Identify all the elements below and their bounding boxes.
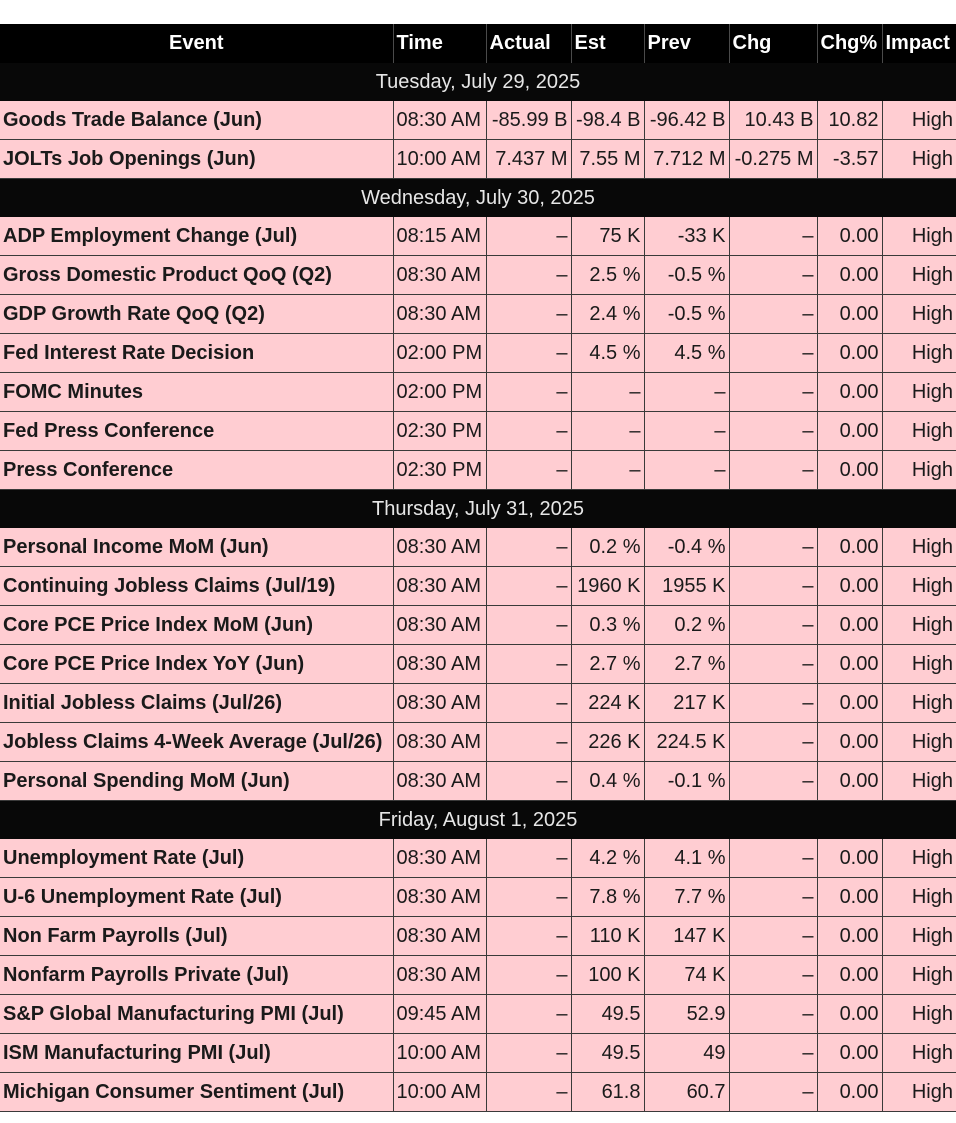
actual-value-cell: – — [486, 956, 571, 995]
change-percent-cell: 0.00 — [817, 762, 882, 801]
table-row[interactable] — [0, 645, 956, 684]
event-name-cell: Press Conference — [0, 451, 393, 490]
actual-value-cell: – — [486, 684, 571, 723]
actual-value-cell: – — [486, 839, 571, 878]
change-value-cell: – — [729, 295, 817, 334]
table-row[interactable] — [0, 217, 956, 256]
estimate-value-cell: 49.5 — [571, 1034, 644, 1073]
change-value-cell: – — [729, 334, 817, 373]
change-value-cell: – — [729, 839, 817, 878]
impact-level-cell: High — [882, 567, 956, 606]
actual-value-cell: – — [486, 995, 571, 1034]
event-time-cell: 08:30 AM — [393, 723, 486, 762]
event-time-cell: 10:00 AM — [393, 140, 486, 179]
actual-value-cell: – — [486, 334, 571, 373]
date-heading: Tuesday, July 29, 2025 — [0, 63, 956, 102]
column-header-chg[interactable]: Chg — [729, 24, 817, 63]
estimate-value-cell: 0.3 % — [571, 606, 644, 645]
previous-value-cell: -0.4 % — [644, 528, 729, 567]
event-name-cell: Fed Interest Rate Decision — [0, 334, 393, 373]
impact-level-cell: High — [882, 839, 956, 878]
event-time-cell: 08:30 AM — [393, 956, 486, 995]
event-time-cell: 08:30 AM — [393, 839, 486, 878]
estimate-value-cell: 2.4 % — [571, 295, 644, 334]
estimate-value-cell: 75 K — [571, 217, 644, 256]
change-value-cell: – — [729, 528, 817, 567]
change-value-cell: – — [729, 684, 817, 723]
event-name-cell: Personal Spending MoM (Jun) — [0, 762, 393, 801]
event-name-cell: Core PCE Price Index YoY (Jun) — [0, 645, 393, 684]
impact-level-cell: High — [882, 684, 956, 723]
date-group-row — [0, 179, 956, 218]
table-row[interactable] — [0, 140, 956, 179]
change-value-cell: – — [729, 995, 817, 1034]
change-percent-cell: 0.00 — [817, 295, 882, 334]
impact-level-cell: High — [882, 1073, 956, 1112]
table-row[interactable] — [0, 995, 956, 1034]
table-row[interactable] — [0, 839, 956, 878]
table-row[interactable] — [0, 956, 956, 995]
change-value-cell: 10.43 B — [729, 101, 817, 140]
actual-value-cell: 7.437 M — [486, 140, 571, 179]
previous-value-cell: 49 — [644, 1034, 729, 1073]
event-name-cell: Continuing Jobless Claims (Jul/19) — [0, 567, 393, 606]
event-name-cell: Initial Jobless Claims (Jul/26) — [0, 684, 393, 723]
event-name-cell: Non Farm Payrolls (Jul) — [0, 917, 393, 956]
estimate-value-cell: 4.2 % — [571, 839, 644, 878]
change-value-cell: – — [729, 217, 817, 256]
table-body — [0, 63, 956, 1112]
estimate-value-cell: 1960 K — [571, 567, 644, 606]
change-percent-cell: 0.00 — [817, 1034, 882, 1073]
estimate-value-cell: – — [571, 412, 644, 451]
estimate-value-cell: 2.5 % — [571, 256, 644, 295]
table-row[interactable] — [0, 723, 956, 762]
table-row[interactable] — [0, 1034, 956, 1073]
previous-value-cell: 7.7 % — [644, 878, 729, 917]
change-value-cell: – — [729, 567, 817, 606]
previous-value-cell: -0.1 % — [644, 762, 729, 801]
event-time-cell: 08:30 AM — [393, 101, 486, 140]
event-time-cell: 10:00 AM — [393, 1073, 486, 1112]
previous-value-cell: 224.5 K — [644, 723, 729, 762]
table-row[interactable] — [0, 762, 956, 801]
date-group-row — [0, 490, 956, 529]
event-time-cell: 08:30 AM — [393, 645, 486, 684]
change-value-cell: – — [729, 606, 817, 645]
table-row[interactable] — [0, 567, 956, 606]
event-time-cell: 08:30 AM — [393, 762, 486, 801]
change-percent-cell: 0.00 — [817, 606, 882, 645]
actual-value-cell: – — [486, 217, 571, 256]
actual-value-cell: – — [486, 723, 571, 762]
change-value-cell: – — [729, 762, 817, 801]
estimate-value-cell: 0.4 % — [571, 762, 644, 801]
previous-value-cell: -33 K — [644, 217, 729, 256]
actual-value-cell: – — [486, 645, 571, 684]
table-row[interactable] — [0, 295, 956, 334]
actual-value-cell: – — [486, 528, 571, 567]
table-row[interactable] — [0, 334, 956, 373]
previous-value-cell: – — [644, 412, 729, 451]
table-row[interactable] — [0, 101, 956, 140]
previous-value-cell: 0.2 % — [644, 606, 729, 645]
column-header-chg-pct[interactable]: Chg% — [817, 24, 882, 63]
table-row[interactable] — [0, 917, 956, 956]
event-name-cell: Unemployment Rate (Jul) — [0, 839, 393, 878]
estimate-value-cell: 226 K — [571, 723, 644, 762]
change-percent-cell: 0.00 — [817, 917, 882, 956]
table-row[interactable] — [0, 1073, 956, 1112]
estimate-value-cell: 224 K — [571, 684, 644, 723]
previous-value-cell: 147 K — [644, 917, 729, 956]
event-name-cell: Gross Domestic Product QoQ (Q2) — [0, 256, 393, 295]
actual-value-cell: – — [486, 878, 571, 917]
change-percent-cell: 0.00 — [817, 995, 882, 1034]
actual-value-cell: – — [486, 567, 571, 606]
impact-level-cell: High — [882, 217, 956, 256]
event-time-cell: 08:30 AM — [393, 878, 486, 917]
event-name-cell: Personal Income MoM (Jun) — [0, 528, 393, 567]
date-heading: Wednesday, July 30, 2025 — [0, 179, 956, 218]
estimate-value-cell: – — [571, 451, 644, 490]
previous-value-cell: 74 K — [644, 956, 729, 995]
change-percent-cell: 0.00 — [817, 1073, 882, 1112]
event-name-cell: Goods Trade Balance (Jun) — [0, 101, 393, 140]
previous-value-cell: 60.7 — [644, 1073, 729, 1112]
column-header-prev[interactable]: Prev — [644, 24, 729, 63]
table-row[interactable] — [0, 684, 956, 723]
change-percent-cell: 0.00 — [817, 723, 882, 762]
event-name-cell: S&P Global Manufacturing PMI (Jul) — [0, 995, 393, 1034]
actual-value-cell: – — [486, 451, 571, 490]
previous-value-cell: -0.5 % — [644, 295, 729, 334]
event-name-cell: ADP Employment Change (Jul) — [0, 217, 393, 256]
impact-level-cell: High — [882, 995, 956, 1034]
actual-value-cell: – — [486, 606, 571, 645]
event-time-cell: 08:15 AM — [393, 217, 486, 256]
impact-level-cell: High — [882, 723, 956, 762]
event-name-cell: Michigan Consumer Sentiment (Jul) — [0, 1073, 393, 1112]
impact-level-cell: High — [882, 101, 956, 140]
impact-level-cell: High — [882, 1034, 956, 1073]
table-row[interactable] — [0, 451, 956, 490]
change-percent-cell: 0.00 — [817, 567, 882, 606]
event-time-cell: 10:00 AM — [393, 1034, 486, 1073]
change-percent-cell: 0.00 — [817, 217, 882, 256]
event-time-cell: 09:45 AM — [393, 995, 486, 1034]
change-percent-cell: 0.00 — [817, 839, 882, 878]
change-value-cell: – — [729, 256, 817, 295]
actual-value-cell: – — [486, 295, 571, 334]
table-header — [0, 24, 956, 63]
impact-level-cell: High — [882, 762, 956, 801]
table-row[interactable] — [0, 878, 956, 917]
event-time-cell: 08:30 AM — [393, 256, 486, 295]
change-percent-cell: 0.00 — [817, 684, 882, 723]
previous-value-cell: – — [644, 451, 729, 490]
actual-value-cell: – — [486, 1034, 571, 1073]
change-percent-cell: 0.00 — [817, 956, 882, 995]
change-value-cell: -0.275 M — [729, 140, 817, 179]
actual-value-cell: – — [486, 762, 571, 801]
event-name-cell: JOLTs Job Openings (Jun) — [0, 140, 393, 179]
change-percent-cell: 0.00 — [817, 373, 882, 412]
impact-level-cell: High — [882, 645, 956, 684]
estimate-value-cell: 7.55 M — [571, 140, 644, 179]
impact-level-cell: High — [882, 451, 956, 490]
event-name-cell: FOMC Minutes — [0, 373, 393, 412]
change-value-cell: – — [729, 645, 817, 684]
event-name-cell: Jobless Claims 4-Week Average (Jul/26) — [0, 723, 393, 762]
change-value-cell: – — [729, 451, 817, 490]
date-heading: Thursday, July 31, 2025 — [0, 490, 956, 529]
estimate-value-cell: 7.8 % — [571, 878, 644, 917]
table-row[interactable] — [0, 606, 956, 645]
event-name-cell: Core PCE Price Index MoM (Jun) — [0, 606, 393, 645]
actual-value-cell: – — [486, 412, 571, 451]
date-group-row — [0, 63, 956, 102]
column-header-impact[interactable]: Impact — [882, 24, 956, 63]
estimate-value-cell: 61.8 — [571, 1073, 644, 1112]
impact-level-cell: High — [882, 256, 956, 295]
estimate-value-cell: 2.7 % — [571, 645, 644, 684]
change-percent-cell: 0.00 — [817, 645, 882, 684]
impact-level-cell: High — [882, 140, 956, 179]
event-name-cell: Nonfarm Payrolls Private (Jul) — [0, 956, 393, 995]
economic-calendar-table — [0, 24, 956, 1112]
impact-level-cell: High — [882, 528, 956, 567]
impact-level-cell: High — [882, 412, 956, 451]
change-percent-cell: 10.82 — [817, 101, 882, 140]
change-value-cell: – — [729, 956, 817, 995]
actual-value-cell: -85.99 B — [486, 101, 571, 140]
estimate-value-cell: 110 K — [571, 917, 644, 956]
estimate-value-cell: -98.4 B — [571, 101, 644, 140]
actual-value-cell: – — [486, 917, 571, 956]
change-percent-cell: 0.00 — [817, 528, 882, 567]
previous-value-cell: 217 K — [644, 684, 729, 723]
change-value-cell: – — [729, 1034, 817, 1073]
event-time-cell: 02:30 PM — [393, 451, 486, 490]
event-time-cell: 08:30 AM — [393, 684, 486, 723]
header-row — [0, 24, 956, 63]
event-name-cell: Fed Press Conference — [0, 412, 393, 451]
event-name-cell: GDP Growth Rate QoQ (Q2) — [0, 295, 393, 334]
impact-level-cell: High — [882, 917, 956, 956]
previous-value-cell: 1955 K — [644, 567, 729, 606]
impact-level-cell: High — [882, 878, 956, 917]
event-time-cell: 08:30 AM — [393, 295, 486, 334]
event-name-cell: ISM Manufacturing PMI (Jul) — [0, 1034, 393, 1073]
change-percent-cell: 0.00 — [817, 412, 882, 451]
previous-value-cell: – — [644, 373, 729, 412]
change-percent-cell: 0.00 — [817, 878, 882, 917]
actual-value-cell: – — [486, 256, 571, 295]
previous-value-cell: -0.5 % — [644, 256, 729, 295]
previous-value-cell: 52.9 — [644, 995, 729, 1034]
impact-level-cell: High — [882, 956, 956, 995]
previous-value-cell: 2.7 % — [644, 645, 729, 684]
change-value-cell: – — [729, 412, 817, 451]
change-value-cell: – — [729, 1073, 817, 1112]
actual-value-cell: – — [486, 1073, 571, 1112]
event-time-cell: 02:30 PM — [393, 412, 486, 451]
event-time-cell: 08:30 AM — [393, 567, 486, 606]
estimate-value-cell: 100 K — [571, 956, 644, 995]
estimate-value-cell: 4.5 % — [571, 334, 644, 373]
column-header-event[interactable]: Event — [0, 24, 393, 63]
table-row[interactable] — [0, 412, 956, 451]
actual-value-cell: – — [486, 373, 571, 412]
column-header-time[interactable]: Time — [393, 24, 486, 63]
table-row[interactable] — [0, 528, 956, 567]
change-value-cell: – — [729, 917, 817, 956]
previous-value-cell: 4.5 % — [644, 334, 729, 373]
change-percent-cell: -3.57 — [817, 140, 882, 179]
previous-value-cell: -96.42 B — [644, 101, 729, 140]
impact-level-cell: High — [882, 606, 956, 645]
column-header-actual[interactable]: Actual — [486, 24, 571, 63]
table-row[interactable] — [0, 256, 956, 295]
impact-level-cell: High — [882, 334, 956, 373]
change-value-cell: – — [729, 373, 817, 412]
change-percent-cell: 0.00 — [817, 334, 882, 373]
event-name-cell: U-6 Unemployment Rate (Jul) — [0, 878, 393, 917]
date-heading: Friday, August 1, 2025 — [0, 801, 956, 840]
estimate-value-cell: 0.2 % — [571, 528, 644, 567]
event-time-cell: 08:30 AM — [393, 917, 486, 956]
previous-value-cell: 7.712 M — [644, 140, 729, 179]
event-time-cell: 02:00 PM — [393, 334, 486, 373]
event-time-cell: 08:30 AM — [393, 528, 486, 567]
previous-value-cell: 4.1 % — [644, 839, 729, 878]
estimate-value-cell: – — [571, 373, 644, 412]
table-row[interactable] — [0, 373, 956, 412]
estimate-value-cell: 49.5 — [571, 995, 644, 1034]
column-header-est[interactable]: Est — [571, 24, 644, 63]
change-percent-cell: 0.00 — [817, 451, 882, 490]
change-value-cell: – — [729, 723, 817, 762]
impact-level-cell: High — [882, 373, 956, 412]
date-group-row — [0, 801, 956, 840]
event-time-cell: 08:30 AM — [393, 606, 486, 645]
change-value-cell: – — [729, 878, 817, 917]
event-time-cell: 02:00 PM — [393, 373, 486, 412]
impact-level-cell: High — [882, 295, 956, 334]
change-percent-cell: 0.00 — [817, 256, 882, 295]
